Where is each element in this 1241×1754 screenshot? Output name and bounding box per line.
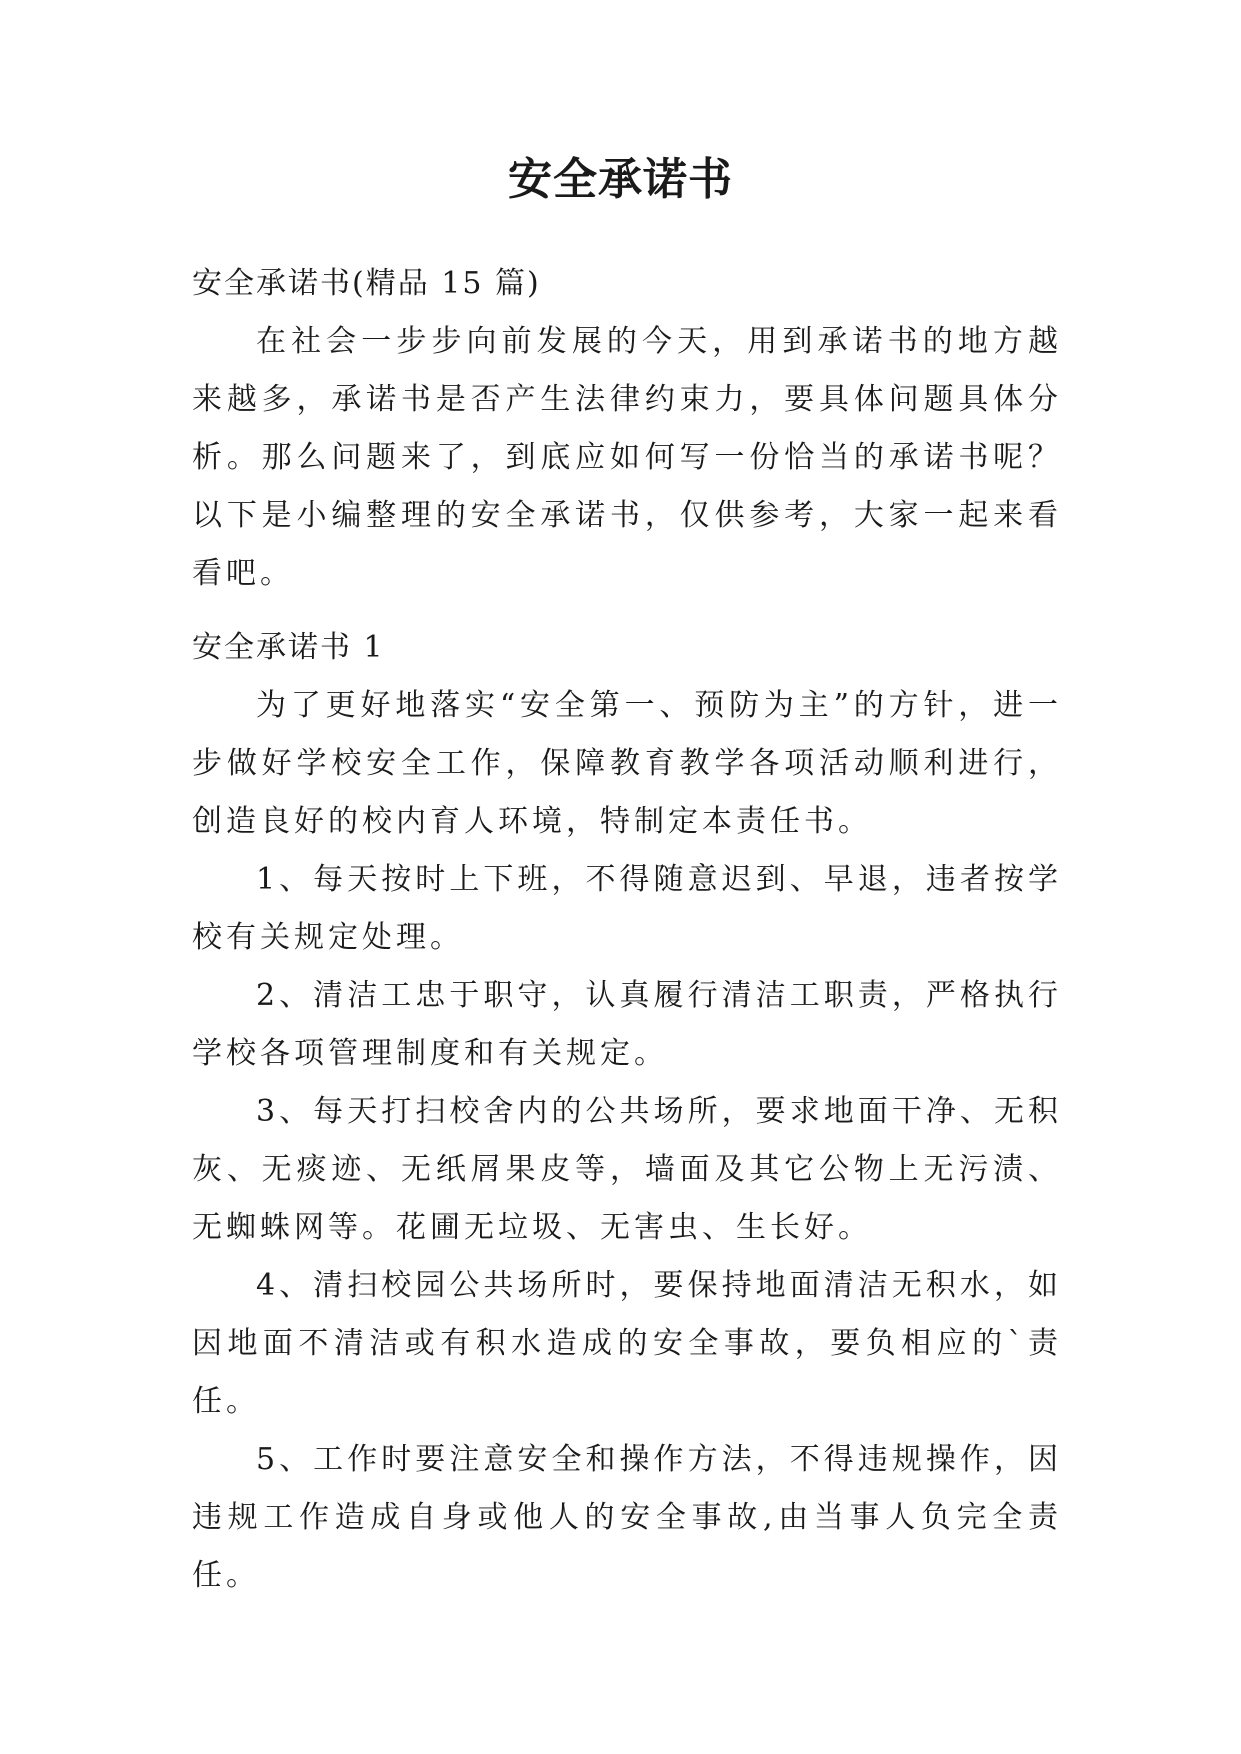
paragraph-item-2: 2、清洁工忠于职守，认真履行清洁工职责，严格执行学校各项管理制度和有关规定。	[192, 978, 1062, 1071]
paragraph-item-1: 1、每天按时上下班，不得随意迟到、早退，违者按学校有关规定处理。	[192, 862, 1062, 955]
paragraph-item-5: 5、工作时要注意安全和操作方法，不得违规操作，因违规工作造成自身或他人的安全事故,由当事人负完全责任。	[192, 1442, 1062, 1593]
document-subtitle: 安全承诺书(精品 15 篇)	[192, 266, 541, 301]
paragraph-item-4: 4、清扫校园公共场所时，要保持地面清洁无积水，如因地面不清洁或有积水造成的安全事故，要负相应的`责任。	[192, 1268, 1062, 1419]
paragraph-item-3: 3、每天打扫校舍内的公共场所，要求地面干净、无积灰、无痰迹、无纸屑果皮等，墙面及其它公物上无污渍、无蜘蛛网等。花圃无垃圾、无害虫、生长好。	[192, 1094, 1062, 1245]
section-title: 安全承诺书 1	[192, 630, 385, 665]
document-title: 安全承诺书	[508, 154, 733, 205]
intro-paragraph: 在社会一步步向前发展的今天，用到承诺书的地方越来越多，承诺书是否产生法律约束力，要具体问题具体分析。那么问题来了，到底应如何写一份恰当的承诺书呢？以下是小编整理的安全承诺书，仅供参考，大家一起来看看吧。	[192, 324, 1062, 591]
section-body	[192, 677, 1062, 1605]
paragraph-preamble: 为了更好地落实“安全第一、预防为主”的方针，进一步做好学校安全工作，保障教育教学各项活动顺利进行，创造良好的校内育人环境，特制定本责任书。	[192, 688, 1062, 839]
intro-block	[192, 313, 1062, 603]
